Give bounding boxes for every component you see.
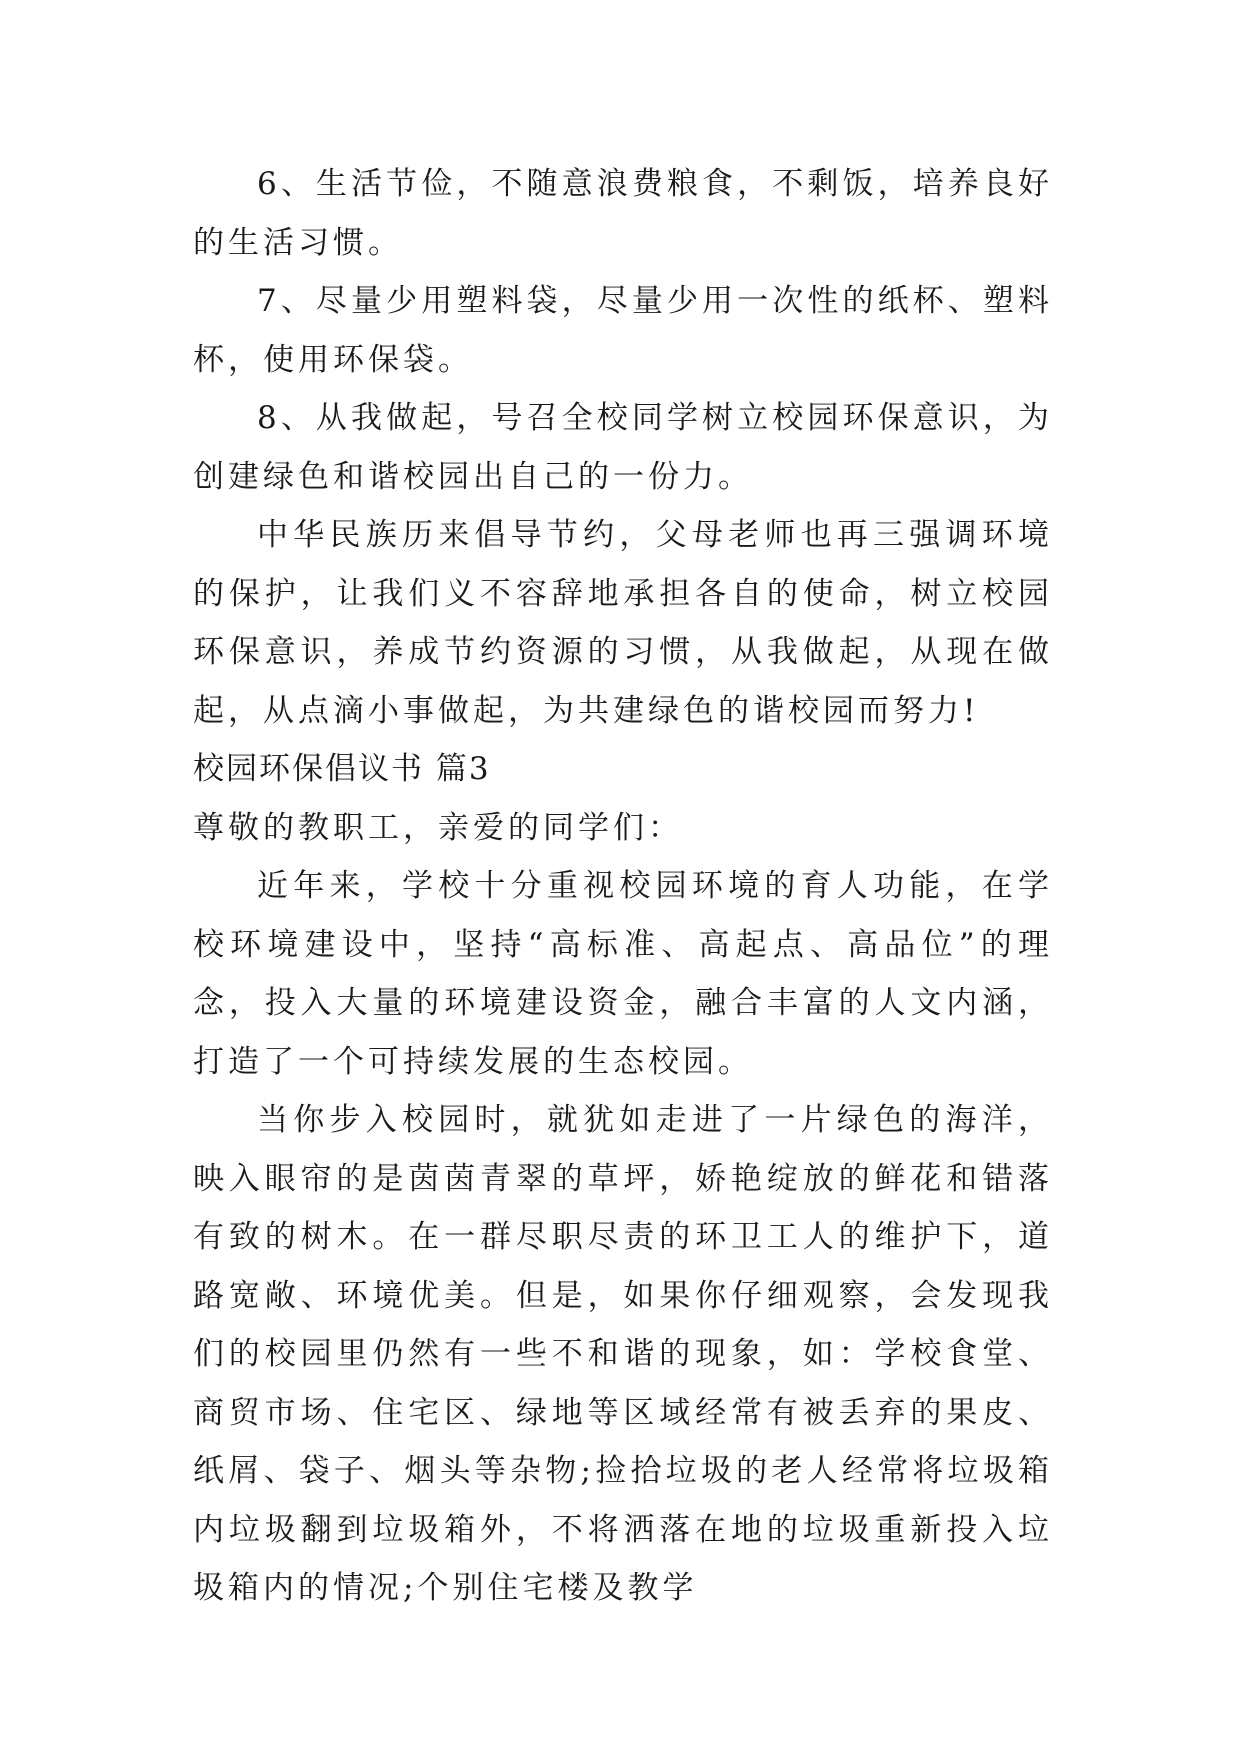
document-page <box>193 155 1053 1618</box>
paragraph-item-8: 8、从我做起，号召全校同学树立校园环保意识，为创建绿色和谐校园出自己的一份力。 <box>193 400 1053 495</box>
paragraph-observation: 当你步入校园时，就犹如走进了一片绿色的海洋，映入眼帘的是茵茵青翠的草坪，娇艳绽放的鲜花和错落有致的树木。在一群尽职尽责的环卫工人的维护下，道路宽敞、环境优美。但是，如果你仔细观察，会发现我们的校园里仍然有一些不和谐的现象，如：学校食堂、商贸市场、住宅区、绿地等区域经常有被丢弃的果皮、纸屑、袋子、烟头等杂物;捡拾垃圾的老人经常将垃圾箱内垃圾翻到垃圾箱外，不将洒落在地的垃圾重新投入垃圾箱内的情况;个别住宅楼及教学 <box>193 1102 1053 1606</box>
paragraph-item-6: 6、生活节俭，不随意浪费粮食，不剩饭，培养良好的生活习惯。 <box>193 166 1053 261</box>
paragraph-conclusion: 中华民族历来倡导节约，父母老师也再三强调环境的保护，让我们义不容辞地承担各自的使命，树立校园环保意识，养成节约资源的习惯，从我做起，从现在做起，从点滴小事做起，为共建绿色的谐校园而努力! <box>193 517 1053 729</box>
paragraph-item-7: 7、尽量少用塑料袋，尽量少用一次性的纸杯、塑料杯，使用环保袋。 <box>193 283 1053 378</box>
section-heading: 校园环保倡议书 篇3 <box>193 751 491 787</box>
salutation: 尊敬的教职工，亲爱的同学们： <box>193 809 683 846</box>
paragraph-intro: 近年来，学校十分重视校园环境的育人功能，在学校环境建设中，坚持“高标准、高起点、高品位”的理念，投入大量的环境建设资金，融合丰富的人文内涵，打造了一个可持续发展的生态校园。 <box>193 868 1053 1080</box>
